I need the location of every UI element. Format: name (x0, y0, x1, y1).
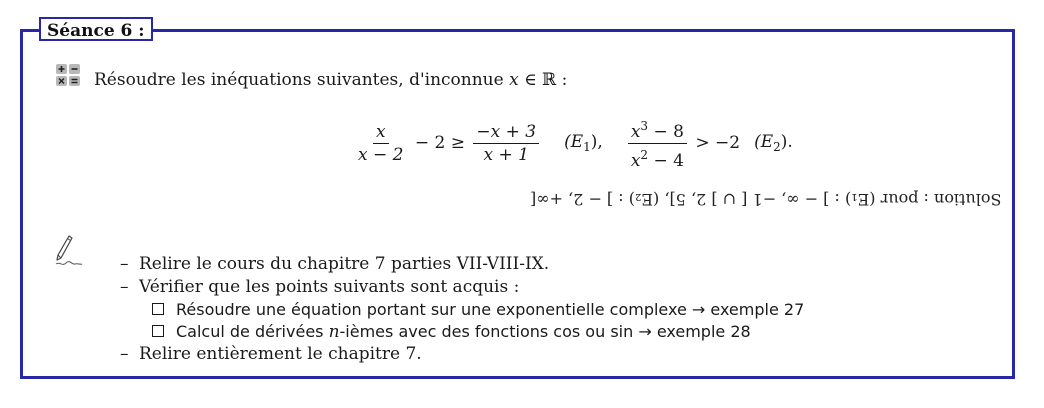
checklist-text-end: -ièmes avec des fonctions cos ou sin → exemple 28 (339, 322, 751, 341)
fraction-numerator (628, 115, 687, 144)
dash-bullet: – (120, 254, 129, 274)
variable-x: x (509, 70, 519, 90)
denominator-base: x (630, 150, 641, 171)
checklist-item-text (176, 321, 751, 343)
e1-label (564, 132, 603, 154)
denominator-exponent: 2 (640, 147, 649, 162)
fraction-e1-left (355, 121, 406, 166)
e2-label (754, 132, 793, 154)
denominator-rest: − 4 (648, 150, 684, 171)
numerator-exponent: 3 (640, 118, 649, 133)
numerator-rest: − 8 (648, 121, 684, 142)
fraction-denominator: x − 2 (358, 144, 404, 165)
list-item (120, 276, 804, 299)
list-item (120, 343, 804, 366)
e1-label-end: ), (590, 132, 603, 152)
numerator-base: x (630, 121, 641, 142)
checkbox-icon (152, 325, 164, 337)
checklist-item (152, 321, 804, 343)
session-title: Séance 6 : (39, 17, 153, 41)
fraction-e2 (628, 115, 687, 172)
inequations (352, 117, 793, 169)
statement-text: Résoudre les inéquations suivantes, d'inconnue (94, 70, 510, 90)
e2-relation: > −2 (689, 133, 741, 153)
real-set: ∈ ℝ : (518, 70, 568, 90)
e2-label-index: 2 (773, 140, 781, 154)
dash-bullet: – (120, 277, 129, 297)
todo-list (120, 253, 804, 366)
e1-relation: − 2 ≥ (409, 133, 471, 153)
e2-label-letter: (E (754, 132, 774, 152)
checklist-item-text: Résoudre une équation portant sur une exponentielle complexe → exemple 27 (176, 300, 805, 319)
e2-label-end: ). (780, 132, 793, 152)
e1-label-letter: (E (564, 132, 584, 152)
checklist-item (152, 299, 804, 321)
variable-n: n (328, 322, 340, 342)
list-item-text: Relire entièrement le chapitre 7. (139, 344, 422, 364)
e1-label-index: 1 (583, 140, 591, 154)
list-item-text: Relire le cours du chapitre 7 parties VII-VIII-IX. (139, 254, 550, 274)
fraction-e1-right (473, 121, 539, 166)
checkbox-icon (152, 303, 164, 315)
checklist-text-start: Calcul de dérivées (176, 322, 329, 341)
exercise-statement (94, 69, 567, 91)
list-item (120, 253, 804, 276)
dash-bullet: – (120, 344, 129, 364)
fraction-numerator: −x + 3 (473, 121, 539, 144)
pencil-icon (53, 234, 85, 270)
calculator-icon (55, 63, 81, 87)
fraction-denominator: x + 1 (483, 144, 529, 165)
list-item-text: Vérifier que les points suivants sont acquis : (139, 277, 520, 297)
fraction-numerator: x (373, 121, 389, 144)
fraction-denominator (628, 144, 687, 172)
upside-down-solution: Solution : pour (E₁) : ] − ∞, −1 [ ∪ ] 2, 5], (E₂) : ] − 2, +∞[ (529, 190, 1001, 209)
